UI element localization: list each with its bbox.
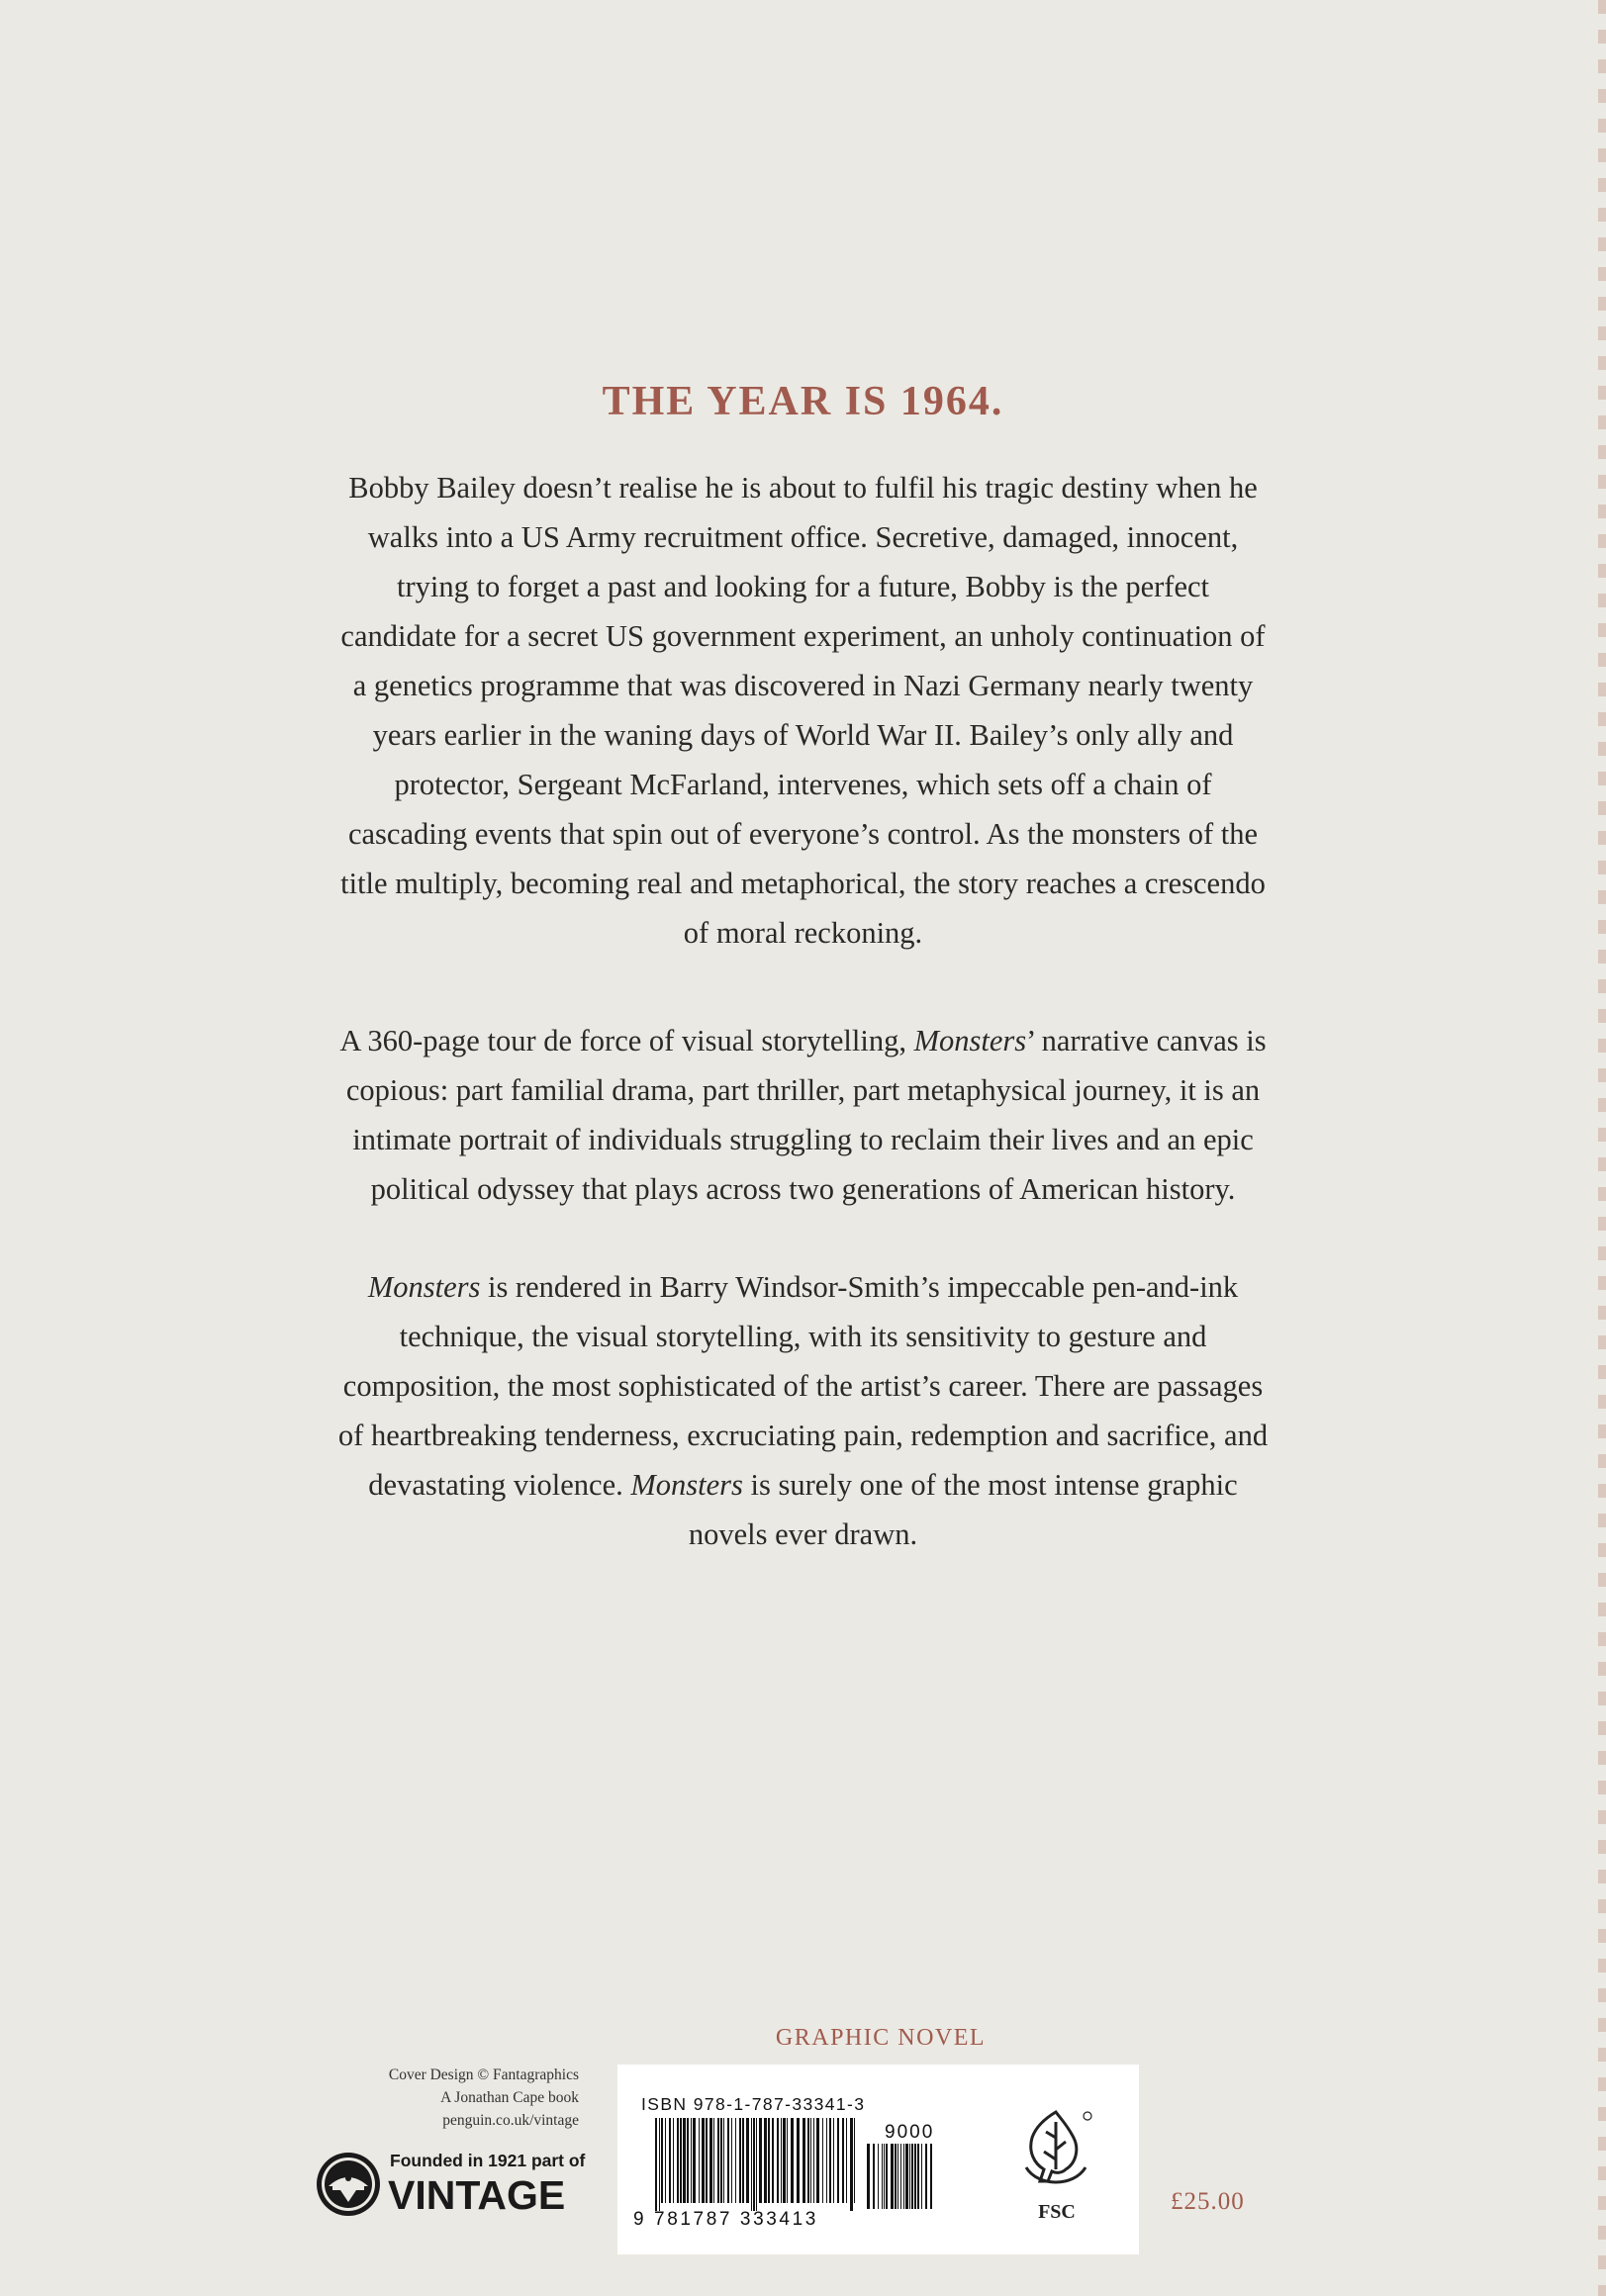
barcode-bar	[677, 2118, 679, 2203]
barcode-addon-bar	[878, 2144, 879, 2209]
barcode-bar	[687, 2118, 689, 2203]
barcode-bar	[807, 2118, 809, 2203]
vintage-founded-text: Founded in 1921 part of	[390, 2151, 586, 2170]
barcode-addon-bar	[886, 2144, 888, 2209]
barcode-addon-bar	[897, 2144, 898, 2209]
barcode-bar	[768, 2118, 770, 2203]
barcode-bar	[717, 2118, 719, 2203]
vintage-logo	[315, 2147, 592, 2228]
barcode-bar	[783, 2118, 786, 2203]
book-title-italic: Monsters	[630, 1468, 743, 1502]
blurb-paragraph-2-start: A 360-page tour de force of visual storytelling,	[339, 1024, 914, 1057]
barcode-bar	[706, 2118, 708, 2203]
barcode-bar	[764, 2118, 767, 2203]
barcode-bar	[829, 2118, 831, 2203]
barcode-bar	[739, 2118, 741, 2203]
barcode-bar	[702, 2118, 705, 2203]
cover-design-credit: Cover Design © Fantagraphics	[388, 2066, 579, 2083]
book-title-italic: Monsters	[913, 1024, 1027, 1057]
barcode-bar	[713, 2118, 714, 2203]
barcode-bar	[826, 2118, 827, 2203]
barcode-bar	[791, 2118, 794, 2203]
barcode-bar	[727, 2118, 729, 2203]
barcode-bar	[673, 2118, 674, 2203]
barcode-addon-bar	[882, 2144, 883, 2209]
barcode-bar	[680, 2118, 682, 2203]
barcode-bar	[753, 2118, 755, 2211]
barcode-bar	[846, 2118, 847, 2203]
barcode-addon-bar	[867, 2144, 870, 2209]
vintage-emblem-icon	[315, 2151, 382, 2218]
barcode-bar	[803, 2118, 805, 2203]
blurb-paragraph-3	[336, 1262, 1270, 1559]
barcode-bar	[797, 2118, 800, 2203]
headline: THE YEAR IS 1964.	[602, 379, 1004, 424]
barcode-bar	[781, 2118, 782, 2203]
barcode-addon-bar	[903, 2144, 904, 2209]
barcode-bar	[691, 2118, 692, 2203]
barcode-addon-bar	[873, 2144, 875, 2209]
barcode-addon-bar	[930, 2144, 932, 2209]
barcode-bar	[735, 2118, 736, 2203]
barcode-addon-bar	[921, 2144, 922, 2209]
publisher-url: penguin.co.uk/vintage	[442, 2112, 579, 2129]
barcode-addon-bar	[925, 2144, 927, 2209]
barcode-bar	[751, 2118, 752, 2211]
barcode-addon-bar	[884, 2144, 885, 2209]
barcode-bar	[822, 2118, 823, 2203]
barcode-bar	[837, 2118, 839, 2203]
barcode-bar	[787, 2118, 788, 2203]
blurb-paragraph-2-rest: ’ narrative canvas is copious: part familial drama, part thriller, part metaphysical journey, it is an intimate portrait of individuals struggling to reclaim their lives and an epic political odyssey that plays across two generations of American history.	[345, 1024, 1267, 1206]
barcode-addon-bar	[911, 2144, 913, 2209]
barcode-bar	[669, 2118, 671, 2203]
ean-digits: 9 781787 333413	[633, 2209, 818, 2230]
barcode-bar	[850, 2118, 853, 2211]
fsc-label: FSC	[1038, 2201, 1076, 2223]
barcode-addon-bar	[909, 2144, 910, 2209]
barcode-bar	[854, 2118, 855, 2203]
barcode-bar	[720, 2118, 722, 2203]
barcode-bar	[813, 2118, 814, 2203]
barcode-bar	[759, 2118, 762, 2203]
barcode-addon-bar	[914, 2144, 916, 2209]
barcode-bar	[731, 2118, 732, 2203]
barcode-addon-bar	[905, 2144, 908, 2209]
barcode-bar	[699, 2118, 700, 2203]
barcode-bar	[777, 2118, 779, 2203]
barcode-bar	[810, 2118, 811, 2203]
barcode-bar	[709, 2118, 712, 2203]
barcode-addon-bar	[891, 2144, 894, 2209]
credits-block	[297, 2064, 579, 2132]
barcode-bar	[816, 2118, 819, 2203]
blurb-paragraph-2	[336, 1016, 1270, 1214]
barcode-bar	[833, 2118, 834, 2203]
barcode-addon-bar	[917, 2144, 919, 2209]
barcode-bar	[756, 2118, 757, 2211]
blurb-paragraph-3-part-1: is rendered in Barry Windsor-Smith’s impeccable pen-and-ink technique, the visual storytelling, with its sensitivity to gesture and composition, the most sophisticated of the artist’s career. There are passages of heartbreaking tenderness, excruciating pain, redemption and sacrifice, and devastating violence.	[337, 1270, 1269, 1502]
barcode-panel	[617, 2065, 1139, 2254]
barcode-bar	[655, 2118, 657, 2211]
fsc-tree-icon	[1018, 2108, 1093, 2199]
blurb-paragraph-1: Bobby Bailey doesn’t realise he is about to fulfil his tragic destiny when he walks into a US Army recruitment office. Secretive, damaged, innocent, trying to forget a past and looking for a future, Bobby is the perfect candidate for a secret US government experiment, an unholy continuation of a genetics programme that was discovered in Nazi Germany nearly twenty years earlier in the waning days of World War II. Bailey’s only ally and protector, Sergeant McFarland, intervenes, which sets off a chain of cascading events that spin out of everyone’s control. As the monsters of the title multiply, becoming real and metaphorical, the story reaches a crescendo of moral reckoning.	[340, 471, 1266, 950]
barcode-bar	[723, 2118, 724, 2203]
blurb-paragraph-3-part-2: is surely one of the most intense graphic novels ever drawn.	[688, 1468, 1238, 1551]
price-addon-code: 9000	[885, 2122, 935, 2143]
barcode-bar	[659, 2118, 660, 2211]
barcode-addon-bar	[895, 2144, 897, 2209]
barcode-bar	[742, 2118, 744, 2203]
price-label: £25.00	[1171, 2188, 1245, 2215]
barcode-bar	[693, 2118, 696, 2203]
category-label: GRAPHIC NOVEL	[775, 2025, 987, 2051]
barcode-bar	[665, 2118, 666, 2203]
barcode-bar	[661, 2118, 663, 2203]
isbn-number: ISBN 978-1-787-33341-3	[641, 2094, 866, 2114]
barcode-addon-bar	[900, 2144, 901, 2209]
barcode-bar	[772, 2118, 774, 2203]
barcode-bar	[683, 2118, 686, 2203]
barcode-bar	[842, 2118, 844, 2203]
imprint-credit: A Jonathan Cape book	[440, 2089, 579, 2106]
spine-edge-stripe	[1598, 0, 1606, 2296]
vintage-wordmark: VINTAGE	[388, 2172, 566, 2218]
book-title-italic: Monsters	[367, 1270, 481, 1304]
barcode-bar	[746, 2118, 749, 2203]
